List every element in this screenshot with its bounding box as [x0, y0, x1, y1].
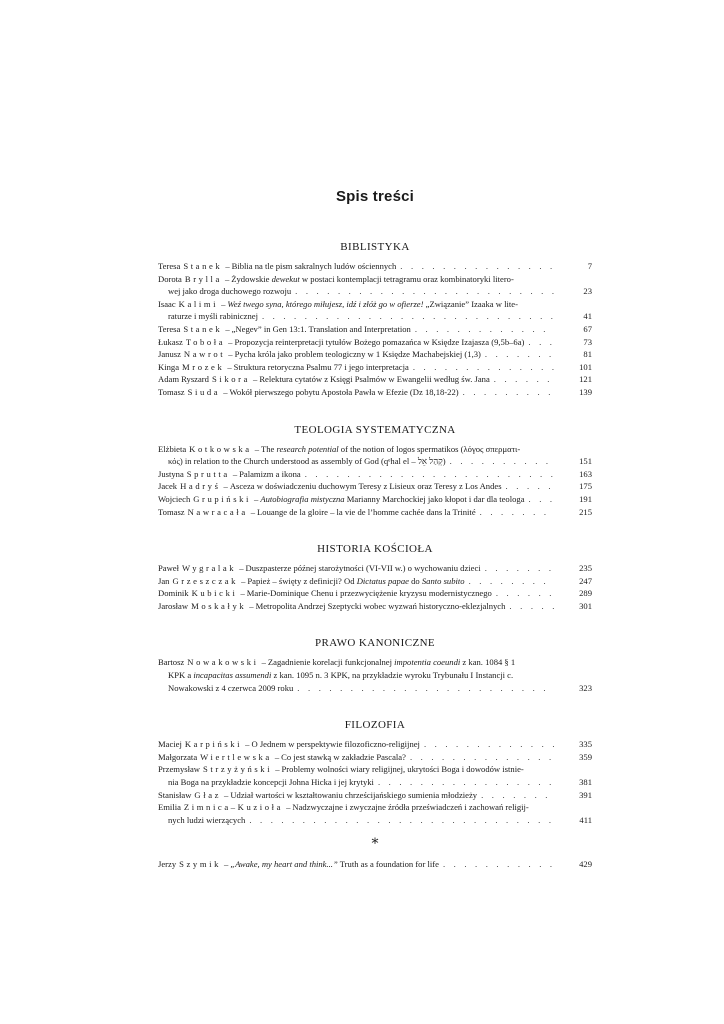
page-number: 7	[587, 261, 592, 271]
toc-entry-line	[158, 310, 554, 323]
page-number: 81	[583, 349, 592, 360]
toc-entry[interactable]	[158, 587, 592, 600]
entry-title: Zagadnienie korelacji funkcjonalnej impotentia coeundi z kan. 1084 § 1	[267, 657, 516, 668]
author-first-name: Kinga	[158, 361, 180, 372]
toc-entry-line	[158, 682, 554, 695]
entry-title: wej jako droga duchowego rozwoju	[168, 286, 292, 297]
dot-leader	[481, 562, 554, 575]
page-number: 101	[579, 361, 592, 372]
entry-title: Problemy wolności wiary religijnej, ukrytości Boga i dowodów istnie-	[281, 764, 524, 775]
author-first-name: Isaac	[158, 298, 176, 309]
toc-entry-line	[158, 506, 554, 519]
author-first-name: Łukasz	[158, 336, 183, 347]
entry-title: Co jest stawką w zakładzie Pascala?	[281, 751, 406, 762]
dash-separator: –	[240, 588, 245, 599]
page-number: 67	[583, 323, 592, 334]
author-last-name: Grzeszczak	[172, 575, 239, 586]
toc-entry[interactable]	[158, 361, 592, 374]
author-last-name: Sikora	[211, 374, 251, 385]
author-first-name: Justyna	[158, 468, 184, 479]
author-first-name: Jarosław	[158, 600, 189, 611]
section-heading: HISTORIA KOŚCIOŁA	[317, 543, 433, 556]
author-last-name: Nawracała	[187, 506, 248, 517]
dot-leader	[524, 336, 554, 349]
toc-entry[interactable]	[158, 656, 592, 694]
dash-separator: –	[254, 443, 259, 454]
page-number: 191	[579, 493, 592, 504]
dot-leader	[525, 493, 554, 506]
dash-separator: –	[253, 374, 258, 385]
entry-title: Pycha króla jako problem teologiczny w 1 Księdze Machabejskiej (1,3)	[234, 349, 481, 360]
dash-separator: –	[239, 563, 244, 574]
toc-entry[interactable]	[158, 763, 592, 788]
author-last-name: Nawrot	[183, 349, 226, 360]
author-last-name: Zimnica–Kuzioła	[183, 802, 284, 813]
section-heading: FILOZOFIA	[344, 719, 406, 732]
entry-title: Autobiografia mistyczna Marianny Marchockiej jako kłopot i dar dla teologa	[260, 493, 525, 504]
dash-separator: –	[225, 261, 230, 271]
toc-entry[interactable]	[158, 738, 592, 751]
dot-leader	[301, 468, 554, 481]
dot-leader	[481, 348, 554, 361]
page-number: 215	[579, 506, 592, 517]
dot-leader	[505, 600, 554, 613]
author-first-name: Przemysław	[158, 764, 201, 775]
entry-title: O Jednem w perspektywie filozoficzno-religijnej	[251, 739, 420, 750]
dash-separator: –	[224, 273, 230, 284]
page-number: 163	[579, 468, 592, 479]
page-number: 235	[579, 563, 592, 574]
toc-entry[interactable]	[158, 801, 592, 826]
toc-entry-line	[158, 814, 554, 827]
toc-entry-line	[158, 455, 554, 468]
entry-title: „Awake, my heart and think...” Truth as a foundation for life	[230, 859, 439, 870]
dash-separator: –	[228, 349, 233, 360]
toc-entry[interactable]	[158, 348, 592, 361]
author-first-name: Dominik	[158, 588, 189, 599]
dot-leader	[291, 285, 554, 298]
toc-entry[interactable]	[158, 562, 592, 575]
dot-leader	[446, 455, 554, 468]
page-number: 289	[579, 588, 592, 599]
dash-separator: –	[227, 361, 232, 372]
toc-entry[interactable]	[158, 298, 592, 323]
entry-title: The research potential of the notion of logos spermatikos (λόγος σπερματι-	[261, 443, 521, 454]
dash-separator: –	[224, 859, 229, 870]
toc-entry[interactable]	[158, 443, 592, 468]
author-last-name: Kubicki	[191, 588, 238, 599]
author-first-name: Elżbieta	[158, 443, 187, 454]
toc-entry-line	[158, 273, 554, 286]
toc-section	[158, 719, 592, 826]
page-number: 73	[583, 336, 592, 347]
author-last-name: Hadryś	[180, 481, 221, 492]
author-first-name: Paweł	[158, 563, 180, 574]
dash-separator: –	[225, 323, 230, 334]
entry-title: Nowakowski z 4 czerwca 2009 roku	[168, 682, 294, 693]
toc-entry[interactable]	[158, 468, 592, 481]
dot-leader	[245, 814, 554, 827]
author-first-name: Wojciech	[158, 493, 191, 504]
page-number: 175	[579, 481, 592, 492]
page-number: 151	[579, 456, 592, 467]
page-number: 121	[579, 374, 592, 385]
page-number: 323	[579, 682, 592, 693]
toc-entry-line	[158, 763, 554, 776]
entry-title: Duszpasterze późnej starożytności (VI-VII w.) o wychowaniu dzieci	[245, 563, 481, 574]
entry-title: Wokół pierwszego pobytu Apostoła Pawła w Efezie (Dz 18,18-22)	[229, 386, 459, 397]
toc-entry-line	[158, 260, 554, 273]
dot-leader	[406, 751, 554, 764]
author-last-name: Siuda	[187, 386, 221, 397]
toc-entry[interactable]	[158, 386, 592, 399]
dash-separator: –	[249, 600, 254, 611]
toc-entry-line	[158, 336, 554, 349]
toc-entry-line	[158, 348, 554, 361]
toc-entry-line	[158, 562, 554, 575]
author-last-name: Sprutta	[186, 468, 230, 479]
author-last-name: Karpiński	[184, 739, 243, 750]
dot-leader	[374, 776, 554, 789]
toc-section	[158, 424, 592, 519]
author-first-name: Małgorzata	[158, 751, 198, 762]
entry-title: Asceza w doświadczeniu duchowym Teresy z Lisieux oraz Teresy z Los Andes	[229, 481, 502, 492]
toc-entry[interactable]	[158, 600, 592, 613]
section-heading: TEOLOGIA SYSTEMATYCZNA	[294, 423, 456, 436]
dash-separator: –	[221, 298, 226, 309]
author-first-name: Jacek	[158, 481, 178, 492]
toc-entry-line	[158, 285, 554, 298]
dot-leader	[258, 310, 554, 323]
entry-title: Marie-Dominique Chenu i przezwyciężenie kryzysu modernistycznego	[246, 588, 492, 599]
toc-section	[158, 543, 592, 612]
dash-separator: –	[241, 575, 246, 586]
entry-title: Palamizm a ikona	[239, 468, 301, 479]
dot-leader	[420, 738, 554, 751]
entry-title: Nadzwyczajne i zwyczajne źródła przeświadczeń i zachowań religij-	[292, 802, 529, 813]
author-first-name: Maciej	[158, 739, 182, 750]
toc-entry-line	[158, 600, 554, 613]
author-last-name: Strzyżyński	[203, 764, 273, 775]
author-last-name: Brylla	[184, 273, 222, 284]
entry-title: κός) in relation to the Church understood as assembly of God (qᵉhal el – קְהַל אֵל)	[168, 456, 446, 467]
author-last-name: Stanek	[183, 261, 223, 271]
toc-entry-line	[158, 789, 554, 802]
dash-separator: –	[223, 481, 228, 492]
section-separator: *	[371, 836, 379, 853]
toc-section	[158, 241, 592, 399]
page-number: 301	[579, 600, 592, 611]
author-last-name: Wiertlewska	[200, 751, 272, 762]
dot-leader	[476, 506, 554, 519]
page-number: 41	[583, 311, 592, 322]
toc-entry[interactable]	[158, 336, 592, 349]
author-first-name: Tomasz	[158, 386, 185, 397]
toc-sections	[158, 241, 592, 826]
toc-entry-line	[158, 751, 554, 764]
toc-entry-line	[158, 386, 554, 399]
dash-separator: –	[286, 802, 291, 813]
toc-entry-line	[158, 587, 554, 600]
dot-leader	[490, 373, 554, 386]
entry-title: Metropolita Andrzej Szeptycki wobec wyzwań historyczno-eklezjalnych	[255, 600, 506, 611]
final-entry-container	[158, 858, 592, 871]
dash-separator: –	[250, 506, 256, 517]
toc-entry[interactable]	[158, 373, 592, 386]
dash-separator: –	[254, 493, 259, 504]
author-last-name: Głaz	[194, 789, 222, 800]
author-first-name: Bartosz	[158, 657, 185, 668]
toc-entry[interactable]	[158, 575, 592, 588]
page-number: 391	[579, 789, 592, 800]
dash-separator: –	[275, 764, 280, 775]
dash-separator: –	[228, 336, 233, 347]
dot-leader	[293, 682, 554, 695]
toc-entry[interactable]	[158, 506, 592, 519]
toc-entry[interactable]	[158, 493, 592, 506]
author-first-name: Tomasz	[158, 506, 185, 517]
page-number: 381	[579, 777, 592, 788]
author-last-name: Grupiński	[193, 493, 252, 504]
entry-title: KPK a incapacitas assumendi z kan. 1095 n. 3 KPK, na przykładzie wyroku Trybunału I Instancji c.	[168, 670, 514, 681]
toc-entry-line	[158, 801, 554, 814]
toc-entry-line	[158, 373, 554, 386]
entry-title: nych ludzi wierzących	[168, 814, 246, 825]
entry-title: Papież – święty z definicji? Od Dictatus papae do Santo subito	[247, 575, 465, 586]
entry-title: Struktura retoryczna Psalmu 77 i jego interpretacja	[233, 361, 409, 372]
dot-leader	[396, 260, 554, 273]
table-of-contents	[158, 188, 592, 871]
author-last-name: Szymik	[179, 859, 222, 870]
toc-entry-line	[158, 443, 554, 456]
author-last-name: Wygralak	[182, 563, 237, 574]
toc-entry-line	[158, 323, 554, 336]
author-first-name: Teresa	[158, 261, 181, 271]
author-first-name: Dorota	[158, 273, 182, 284]
author-last-name: Stanek	[183, 323, 223, 334]
dot-leader	[409, 361, 554, 374]
author-last-name: Moskałyk	[191, 600, 247, 611]
author-last-name: Toboła	[185, 336, 226, 347]
entry-title: raturze i myśli rabinicznej	[168, 311, 258, 322]
author-last-name: Kalimi	[178, 298, 219, 309]
author-last-name: Kotkowska	[189, 443, 252, 454]
toc-entry-line	[158, 493, 554, 506]
entry-title: Louange de la gloire – la vie de l’homme cachée dans la Trinité	[257, 506, 476, 517]
author-first-name: Emilia	[158, 802, 181, 813]
page-title: Spis treści	[335, 188, 415, 205]
page-number: 359	[579, 751, 592, 762]
toc-entry-line	[158, 480, 554, 493]
entry-title: Biblia na tle pism sakralnych ludów ościennych	[231, 261, 397, 271]
page-number: 335	[579, 739, 592, 750]
toc-entry[interactable]	[158, 260, 592, 273]
toc-section	[158, 637, 592, 694]
dash-separator: –	[245, 739, 250, 750]
toc-entry-line	[158, 468, 554, 481]
dash-separator: –	[261, 657, 266, 668]
toc-entry[interactable]	[158, 751, 592, 764]
toc-entry[interactable]	[158, 480, 592, 493]
toc-entry[interactable]	[158, 789, 592, 802]
dot-leader	[492, 587, 554, 600]
dot-leader	[502, 480, 554, 493]
section-heading: PRAWO KANONICZNE	[314, 637, 436, 650]
author-first-name: Janusz	[158, 349, 181, 360]
page-number: 411	[579, 814, 592, 825]
toc-entry-line	[158, 575, 554, 588]
author-first-name: Jan	[158, 575, 170, 586]
dot-leader	[411, 323, 554, 336]
dot-leader	[477, 789, 554, 802]
dash-separator: –	[223, 386, 228, 397]
toc-entry-line	[158, 669, 554, 682]
author-last-name: Nowakowski	[187, 657, 259, 668]
toc-entry-line	[158, 858, 554, 871]
entry-title: Weź twego syna, którego miłujesz, idź i złóż go w ofierze! „Związanie” Izaaka w lite-	[227, 298, 518, 309]
dot-leader	[439, 858, 554, 871]
author-first-name: Jerzy	[158, 859, 177, 870]
toc-entry[interactable]	[158, 858, 592, 871]
dash-separator: –	[232, 468, 238, 479]
page-number: 139	[579, 386, 592, 397]
entry-title: „Negev” in Gen 13:1. Translation and Interpretation	[231, 323, 411, 334]
author-first-name: Adam Ryszard	[158, 374, 209, 385]
page-number: 23	[583, 286, 592, 297]
dash-separator: –	[224, 789, 229, 800]
page-number: 247	[579, 575, 592, 586]
entry-title: Relektura cytatów z Księgi Psalmów w Ewangelii według św. Jana	[259, 374, 490, 385]
dot-leader	[465, 575, 554, 588]
author-first-name: Stanisław	[158, 789, 192, 800]
dash-separator: –	[274, 751, 280, 762]
dot-leader	[459, 386, 554, 399]
toc-entry-line	[158, 298, 554, 311]
author-first-name: Teresa	[158, 323, 181, 334]
toc-entry-line	[158, 361, 554, 374]
page-number: 429	[579, 859, 592, 870]
author-last-name: Mrozek	[182, 361, 225, 372]
section-heading: BIBLISTYKA	[340, 241, 410, 253]
toc-entry[interactable]	[158, 323, 592, 336]
toc-entry-line	[158, 738, 554, 751]
entry-title: Żydowskie dewekut w postaci kontemplacji tetragramu oraz kombinatoryki litero-	[231, 273, 514, 284]
entry-title: Propozycja reinterpretacji tytułów Bożego pomazańca w Księdze Izajasza (9,5b–6a)	[234, 336, 525, 347]
entry-title: Udział wartości w kształtowaniu chrześcijańskiego sumienia młodzieży	[230, 789, 478, 800]
toc-entry-line	[158, 656, 554, 669]
toc-entry-line	[158, 776, 554, 789]
toc-entry[interactable]	[158, 273, 592, 298]
entry-title: nia Boga na przykładzie koncepcji Johna Hicka i jej krytyki	[168, 777, 374, 788]
